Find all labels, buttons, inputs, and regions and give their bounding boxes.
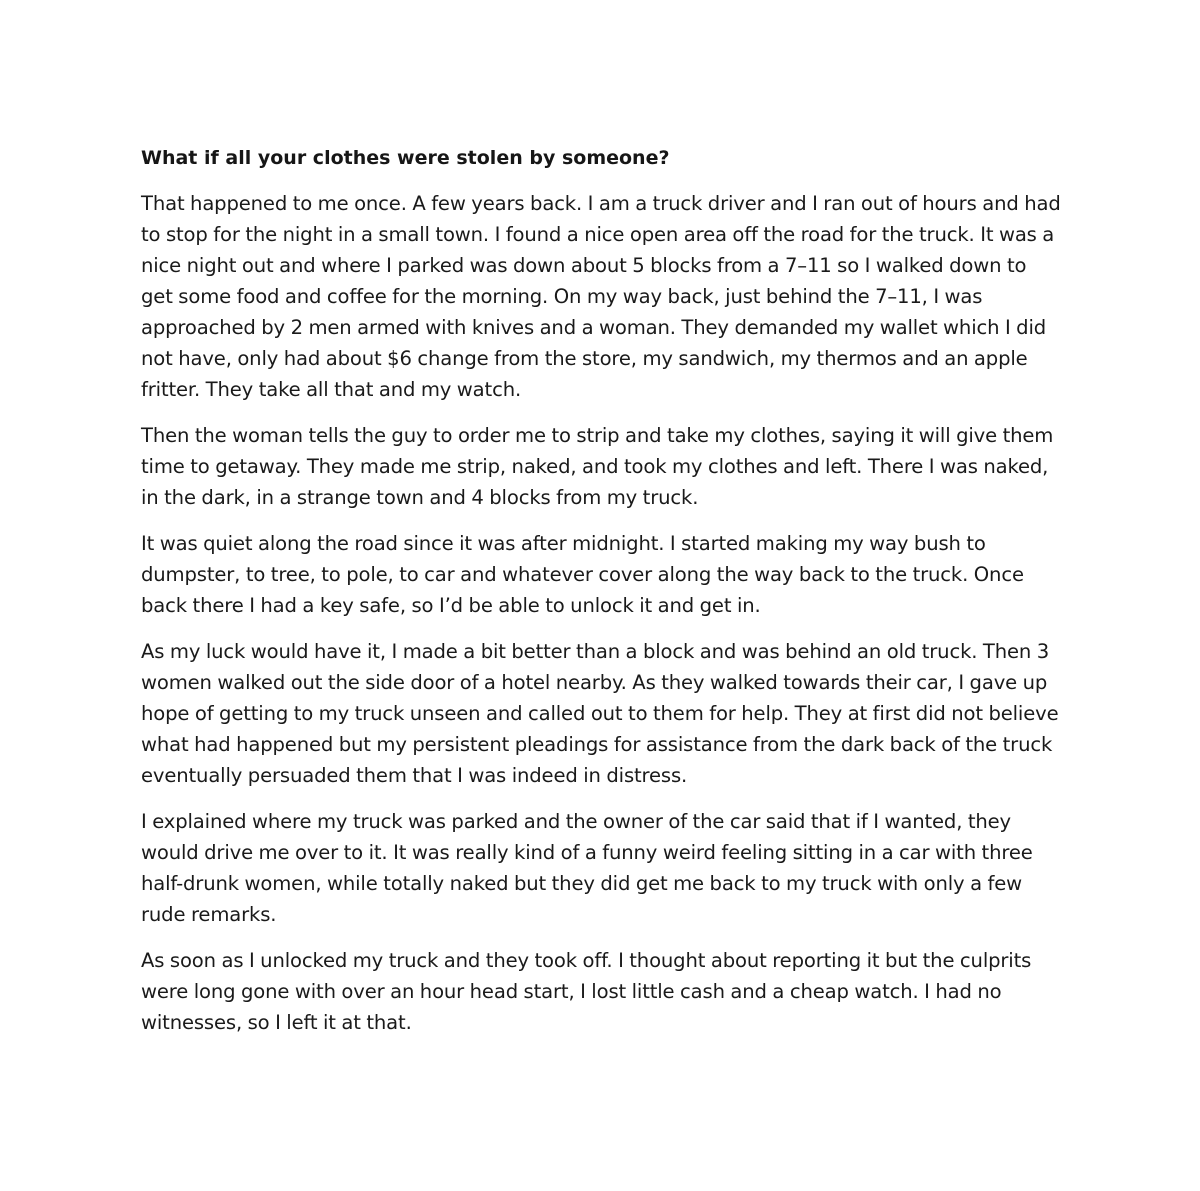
document-body xyxy=(141,144,1061,1053)
document-title: What if all your clothes were stolen by someone? xyxy=(141,147,670,169)
paragraph-1: That happened to me once. A few years back. I am a truck driver and I ran out of hours and had to stop for the night in a small town. I found a nice open area off the road for the truck. It was a nice night out and where I parked was down about 5 blocks from a 7–11 so I walked down to get some food and coffee for the morning. On my way back, just behind the 7–11, I was approached by 2 men armed with knives and a woman. They demanded my wallet which I did not have, only had about $6 change from the store, my sandwich, my thermos and an apple fritter. They take all that and my watch. xyxy=(141,192,1061,401)
paragraph-2: Then the woman tells the guy to order me to strip and take my clothes, saying it will give them time to getaway. They made me strip, naked, and took my clothes and left. There I was naked, in the dark, in a strange town and 4 blocks from my truck. xyxy=(141,424,1054,509)
paragraph-6: As soon as I unlocked my truck and they took off. I thought about reporting it but the culprits were long gone with over an hour head start, I lost little cash and a cheap watch. I had no witnesses, so I left it at that. xyxy=(141,949,1032,1034)
paragraph-5: I explained where my truck was parked and the owner of the car said that if I wanted, they would drive me over to it. It was really kind of a funny weird feeling sitting in a car with three half-drunk women, while totally naked but they did get me back to my truck with only a few rude remarks. xyxy=(141,810,1033,926)
paragraph-3: It was quiet along the road since it was after midnight. I started making my way bush to dumpster, to tree, to pole, to car and whatever cover along the way back to the truck. Once back there I had a key safe, so I’d be able to unlock it and get in. xyxy=(141,532,1024,617)
paragraph-4: As my luck would have it, I made a bit better than a block and was behind an old truck. Then 3 women walked out the side door of a hotel nearby. As they walked towards their car, I gave up hope of getting to my truck unseen and called out to them for help. They at first did not believe what had happened but my persistent pleadings for assistance from the dark back of the truck eventually persuaded them that I was indeed in distress. xyxy=(141,640,1059,787)
